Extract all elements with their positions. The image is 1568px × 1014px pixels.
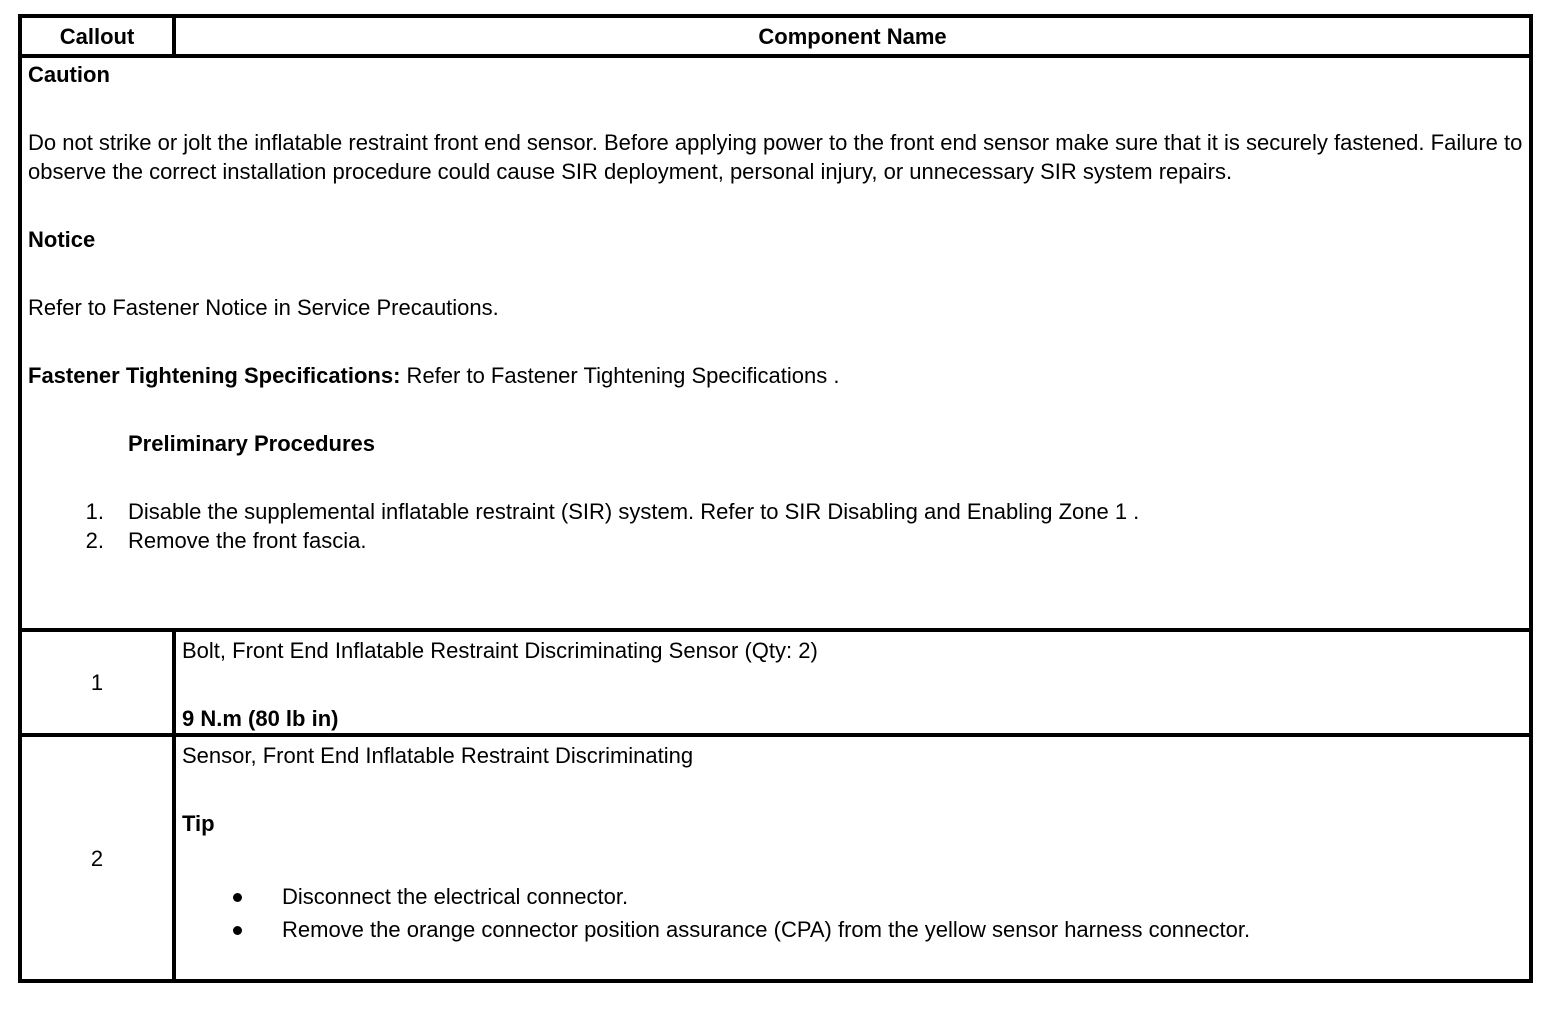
general-cell (20, 56, 1531, 630)
tip-list (182, 882, 1523, 944)
tip-text: Remove the orange connector position assurance (CPA) from the yellow sensor harness connector. (282, 917, 1251, 942)
tip-item (182, 915, 1523, 944)
fastener-spec-line (28, 361, 1523, 390)
step-text: Disable the supplemental inflatable restraint (SIR) system. Refer to SIR Disabling and Enabling Zone 1 . (128, 499, 1140, 524)
torque-value: 9 N.m (80 lb in) (182, 706, 339, 731)
step-text: Remove the front fascia. (128, 528, 367, 553)
header-row (20, 16, 1531, 56)
tip-item (182, 882, 1523, 911)
tip-text: Disconnect the electrical connector. (282, 884, 629, 909)
step-number: 1. (85, 499, 104, 524)
table-row (20, 630, 1531, 735)
component-name: Sensor, Front End Inflatable Restraint Discriminating (182, 743, 694, 768)
header-callout: Callout (20, 16, 174, 56)
caution-heading: Caution (28, 62, 110, 87)
fastener-spec-label: Fastener Tightening Specifications: (28, 363, 401, 388)
callout-number: 1 (20, 630, 174, 735)
table-row (20, 735, 1531, 981)
bullet-icon (233, 926, 242, 935)
step-item (28, 497, 1523, 526)
caution-text: Do not strike or jolt the inflatable restraint front end sensor. Before applying power to the front end sensor make sure that it is securely fastened. Failure to observe the correct installation procedure could cause SIR deployment, personal injury, or unnecessary SIR system repairs. (28, 130, 1523, 184)
bullet-icon (233, 893, 242, 902)
notice-text: Refer to Fastener Notice in Service Precautions. (28, 295, 499, 320)
notice-heading: Notice (28, 227, 96, 252)
callout-number: 2 (20, 735, 174, 981)
component-name: Bolt, Front End Inflatable Restraint Discriminating Sensor (Qty: 2) (182, 638, 818, 663)
step-number: 2. (85, 528, 104, 553)
tip-heading: Tip (182, 811, 215, 836)
general-row (20, 56, 1531, 630)
preliminary-heading: Preliminary Procedures (128, 431, 376, 456)
fastener-spec-text: Refer to Fastener Tightening Specifications . (400, 363, 840, 388)
step-item (28, 526, 1523, 555)
component-cell (174, 630, 1531, 735)
preliminary-steps (28, 497, 1523, 555)
component-table (18, 14, 1533, 983)
component-cell (174, 735, 1531, 981)
header-component-name: Component Name (174, 16, 1531, 56)
